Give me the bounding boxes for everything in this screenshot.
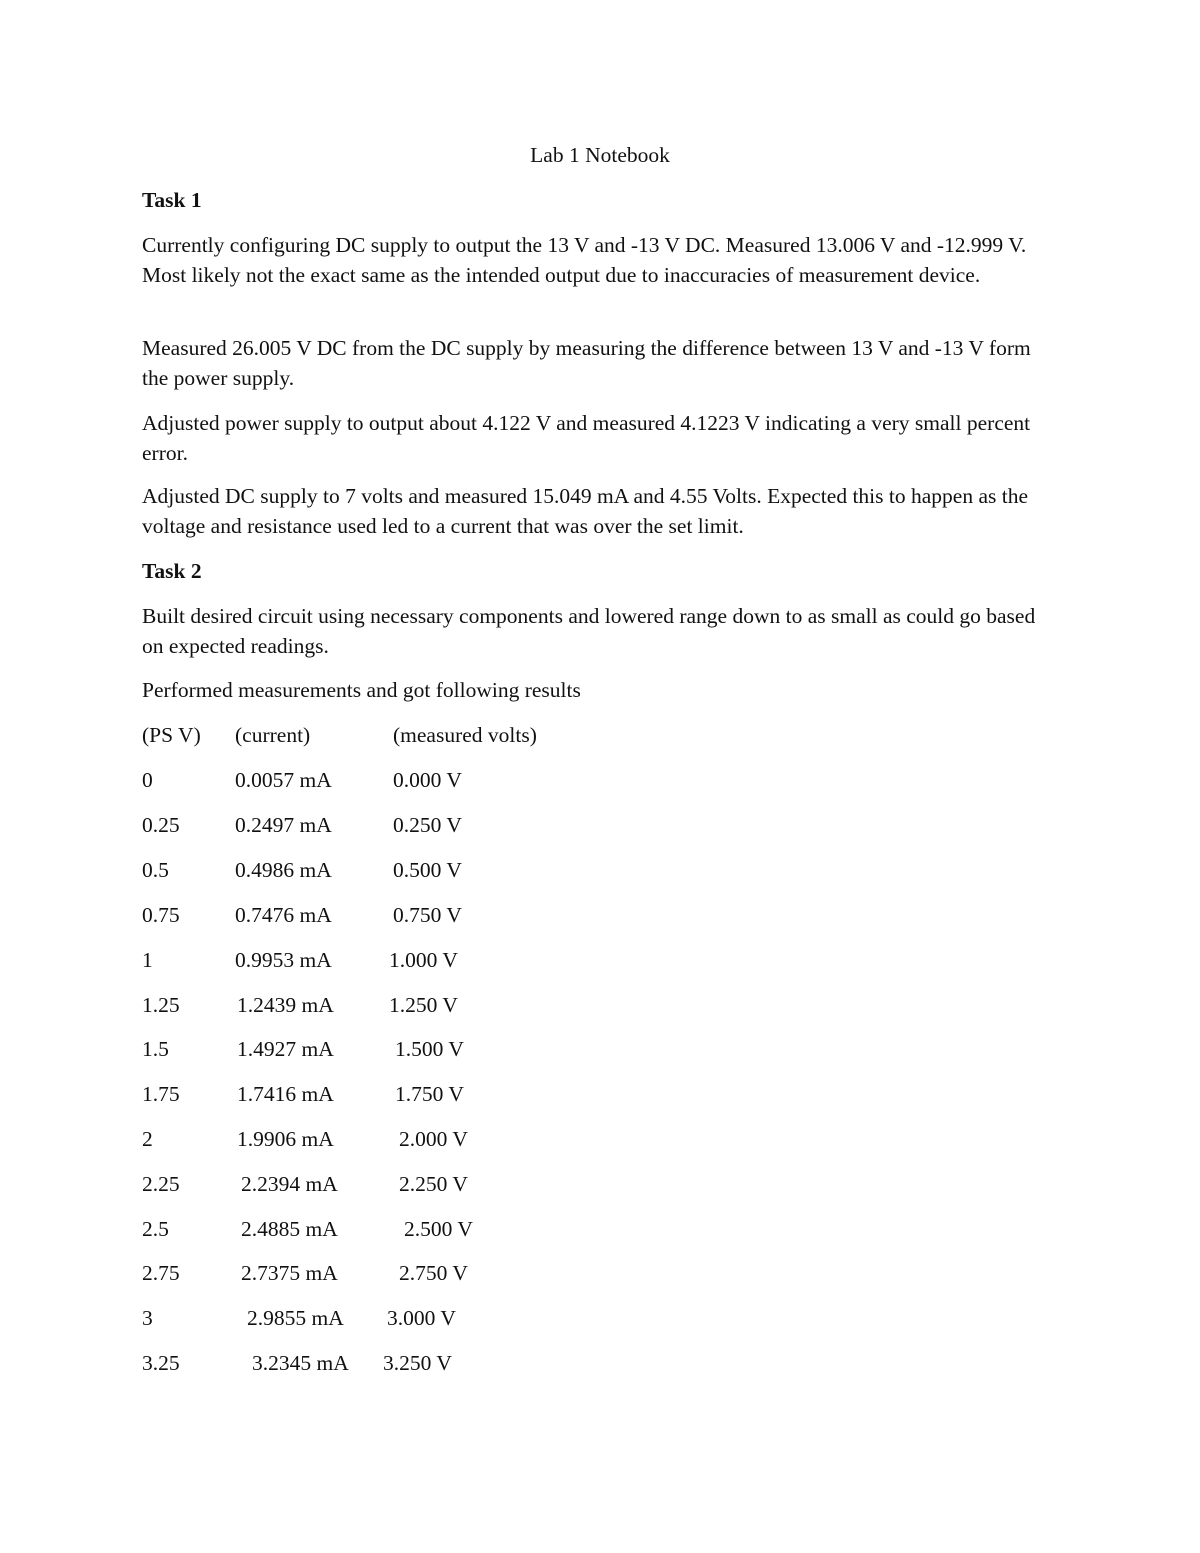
table-cell-volts: 1.000 V <box>389 948 458 972</box>
table-cell-ps-v: 1.75 <box>142 1082 180 1106</box>
table-cell-volts: 2.500 V <box>404 1217 473 1241</box>
table-cell-current: 3.2345 mA <box>252 1351 349 1375</box>
table-cell-volts: 0.750 V <box>393 903 462 927</box>
table-cell-current: 1.9906 mA <box>237 1127 334 1151</box>
table-cell-volts: 1.750 V <box>395 1082 464 1106</box>
table-cell-ps-v: 0.75 <box>142 903 180 927</box>
table-cell-current: 0.2497 mA <box>235 813 332 837</box>
task2-heading: Task 2 <box>142 559 202 583</box>
page-title: Lab 1 Notebook <box>530 143 670 167</box>
table-cell-current: 0.9953 mA <box>235 948 332 972</box>
table-cell-volts: 3.250 V <box>383 1351 452 1375</box>
table-header-ps-v: (PS V) <box>142 723 201 747</box>
table-cell-ps-v: 2.5 <box>142 1217 169 1241</box>
table-cell-volts: 0.250 V <box>393 813 462 837</box>
table-header-measured-volts: (measured volts) <box>393 723 537 747</box>
table-cell-ps-v: 2.75 <box>142 1261 180 1285</box>
table-cell-current: 0.4986 mA <box>235 858 332 882</box>
table-cell-volts: 0.000 V <box>393 768 462 792</box>
table-cell-ps-v: 3.25 <box>142 1351 180 1375</box>
table-cell-volts: 1.250 V <box>389 993 458 1017</box>
table-cell-volts: 2.250 V <box>399 1172 468 1196</box>
task1-paragraph: Measured 26.005 V DC from the DC supply by measuring the difference between 13 V and -13 V form the power supply. <box>142 336 1031 390</box>
table-header-current: (current) <box>235 723 311 747</box>
task2-paragraph: Performed measurements and got following results <box>142 678 581 702</box>
task1-paragraph: Adjusted power supply to output about 4.122 V and measured 4.1223 V indicating a very small percent error. <box>142 411 1031 465</box>
table-cell-volts: 2.000 V <box>399 1127 468 1151</box>
table-cell-current: 2.2394 mA <box>241 1172 338 1196</box>
table-cell-volts: 1.500 V <box>395 1037 464 1061</box>
table-cell-current: 2.9855 mA <box>247 1306 344 1330</box>
table-cell-ps-v: 0.25 <box>142 813 180 837</box>
table-cell-ps-v: 3 <box>142 1306 153 1330</box>
task1-paragraph: Currently configuring DC supply to output the 13 V and -13 V DC. Measured 13.006 V and -12.999 V. Most likely not the exact same as the intended output due to inaccuracies of measurement device. <box>142 233 1027 287</box>
table-cell-current: 2.4885 mA <box>241 1217 338 1241</box>
table-cell-current: 1.7416 mA <box>237 1082 334 1106</box>
table-cell-ps-v: 1.25 <box>142 993 180 1017</box>
task1-paragraph: Adjusted DC supply to 7 volts and measured 15.049 mA and 4.55 Volts. Expected this to happen as the voltage and resistance used led to a current that was over the set limit. <box>142 484 1028 538</box>
table-cell-ps-v: 0 <box>142 768 153 792</box>
table-cell-volts: 2.750 V <box>399 1261 468 1285</box>
table-cell-current: 1.4927 mA <box>237 1037 334 1061</box>
table-cell-ps-v: 2 <box>142 1127 153 1151</box>
table-cell-ps-v: 2.25 <box>142 1172 180 1196</box>
table-cell-ps-v: 1 <box>142 948 153 972</box>
table-cell-ps-v: 1.5 <box>142 1037 169 1061</box>
table-cell-volts: 0.500 V <box>393 858 462 882</box>
task1-heading: Task 1 <box>142 188 202 212</box>
table-cell-ps-v: 0.5 <box>142 858 169 882</box>
table-cell-current: 1.2439 mA <box>237 993 334 1017</box>
table-cell-current: 2.7375 mA <box>241 1261 338 1285</box>
table-cell-volts: 3.000 V <box>387 1306 456 1330</box>
task2-paragraph: Built desired circuit using necessary components and lowered range down to as small as could go based on expected readings. <box>142 604 1036 658</box>
table-cell-current: 0.0057 mA <box>235 768 332 792</box>
table-cell-current: 0.7476 mA <box>235 903 332 927</box>
